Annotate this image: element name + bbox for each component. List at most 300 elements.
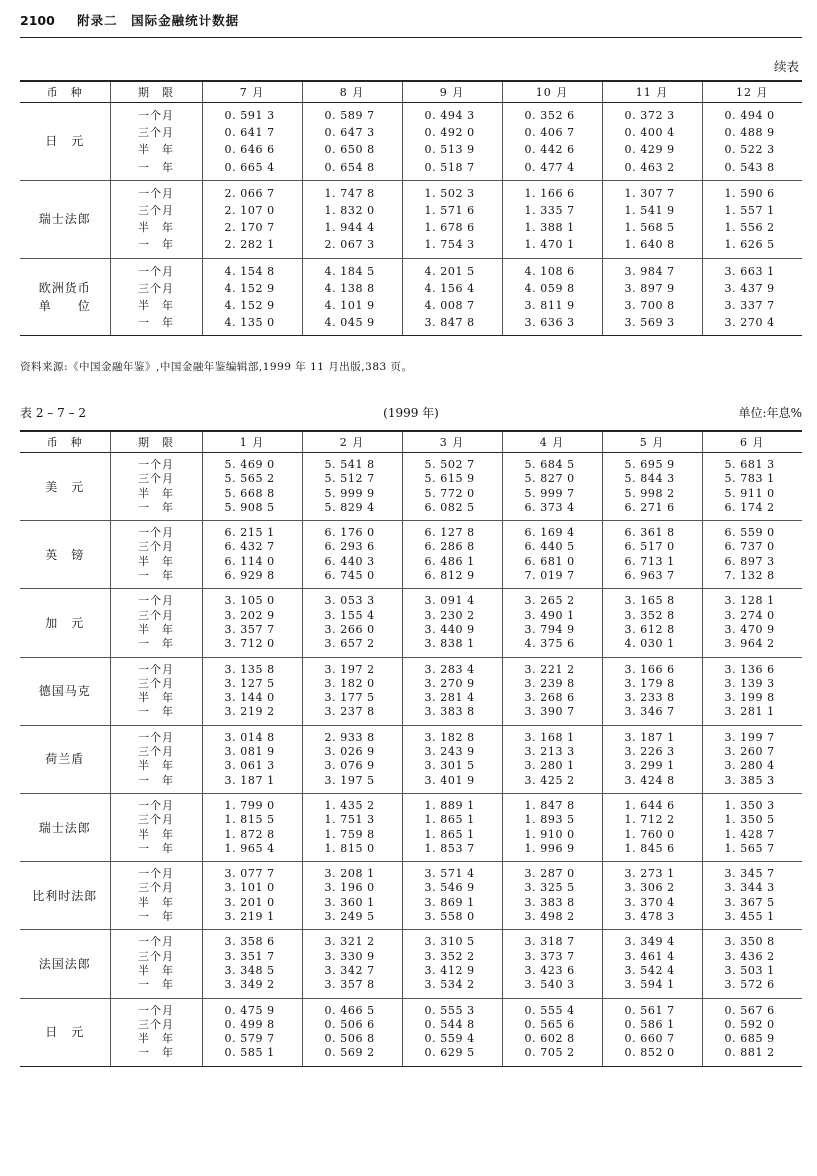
table-row: [20, 862, 802, 930]
rate-value: 6. 713 1: [624, 554, 675, 568]
rate-value: 3. 546 9: [424, 881, 475, 895]
rate-value: 1. 747 8: [324, 186, 375, 200]
period-cell: [110, 453, 202, 521]
rate-value: 1. 678 6: [424, 221, 475, 235]
rate-value: 6. 963 7: [624, 569, 675, 583]
rate-value: 3. 425 2: [524, 773, 575, 787]
rate-value: 0. 650 8: [324, 143, 375, 157]
rate-value: 0. 442 6: [524, 143, 575, 157]
rate-value: 3. 357 8: [324, 978, 375, 992]
rate-value: 3. 136 6: [724, 662, 775, 676]
rate-value: 3. 268 6: [524, 691, 575, 705]
continued-label: 续表: [773, 59, 799, 74]
rate-value: 3. 360 1: [324, 895, 375, 909]
rate-value: 6. 271 6: [624, 500, 675, 514]
value-cell: [602, 793, 702, 861]
table-row: [20, 725, 802, 793]
period-cell: [110, 180, 202, 258]
currency-cell: [20, 998, 110, 1066]
rate-value: 0. 488 9: [724, 126, 775, 140]
rate-value: 3. 636 3: [524, 316, 575, 330]
value-cell: [202, 725, 302, 793]
currency-name: 美 元: [45, 479, 85, 494]
value-cell: [602, 453, 702, 521]
column-header: 6 月: [702, 431, 802, 453]
period-label: 三个月: [138, 204, 174, 218]
value-cell: [702, 453, 802, 521]
rate-value: 3. 325 5: [524, 881, 575, 895]
period-label: 半 年: [138, 622, 174, 636]
rate-value: 0. 654 8: [324, 160, 375, 174]
rate-value: 6. 373 4: [524, 500, 575, 514]
period-label: 一个月: [138, 662, 174, 676]
rate-value: 3. 534 2: [424, 978, 475, 992]
rate-value: 3. 301 5: [424, 759, 475, 773]
column-header: 2 月: [302, 431, 402, 453]
value-cell: [502, 453, 602, 521]
rate-value: 1. 350 5: [724, 813, 775, 827]
rate-value: 1. 640 8: [624, 238, 675, 252]
rate-value: 3. 233 8: [624, 691, 675, 705]
rate-value: 5. 565 2: [224, 472, 275, 486]
rate-value: 3. 572 6: [724, 978, 775, 992]
rate-value: 0. 685 9: [724, 1032, 775, 1046]
rate-value: 3. 348 5: [224, 963, 275, 977]
rate-value: 1. 565 7: [724, 841, 775, 855]
rate-value: 3. 498 2: [524, 910, 575, 924]
rate-value: 5. 615 9: [424, 472, 475, 486]
rate-value: 0. 429 9: [624, 143, 675, 157]
currency-name: 日 元: [45, 134, 85, 149]
rate-value: 5. 908 5: [224, 500, 275, 514]
rate-value: 0. 555 3: [424, 1003, 475, 1017]
rate-value: 1. 644 6: [624, 798, 675, 812]
rate-value: 3. 226 3: [624, 745, 675, 759]
rate-value: 0. 586 1: [624, 1017, 675, 1031]
period-label: 半 年: [138, 486, 174, 500]
rate-value: 2. 066 7: [224, 186, 275, 200]
rate-value: 3. 351 7: [224, 949, 275, 963]
value-cell: [502, 521, 602, 589]
period-label: 一 年: [138, 316, 174, 330]
rate-value: 3. 280 4: [724, 759, 775, 773]
rate-value: 3. 424 8: [624, 773, 675, 787]
rate-value: 3. 594 1: [624, 978, 675, 992]
value-cell: [202, 998, 302, 1066]
period-label: 一个月: [138, 730, 174, 744]
rate-value: 3. 401 9: [424, 773, 475, 787]
rate-value: 6. 127 8: [424, 526, 475, 540]
rate-value: 2. 933 8: [324, 730, 375, 744]
rate-value: 1. 590 6: [724, 186, 775, 200]
rate-value: 1. 435 2: [324, 798, 375, 812]
rate-value: 6. 432 7: [224, 540, 275, 554]
rate-value: 3. 260 7: [724, 745, 775, 759]
rate-value: 3. 287 0: [524, 867, 575, 881]
currency-cell: [20, 453, 110, 521]
rate-value: 3. 352 8: [624, 608, 675, 622]
rate-value: 1. 759 8: [324, 827, 375, 841]
period-cell: [110, 103, 202, 181]
rate-value: 3. 478 3: [624, 910, 675, 924]
rate-value: 1. 568 5: [624, 221, 675, 235]
value-cell: [502, 998, 602, 1066]
rate-value: 0. 522 3: [724, 143, 775, 157]
period-label: 一 年: [138, 978, 174, 992]
rate-value: 3. 127 5: [224, 676, 275, 690]
rate-value: 1. 571 6: [424, 204, 475, 218]
rate-value: 0. 352 6: [524, 109, 575, 122]
rate-value: 3. 166 6: [624, 662, 675, 676]
rate-value: 3. 243 9: [424, 745, 475, 759]
rate-value: 6. 169 4: [524, 526, 575, 540]
column-header: 期 限: [110, 81, 202, 103]
value-cell: [502, 862, 602, 930]
rate-value: 3. 897 9: [624, 281, 675, 295]
rate-value: 3. 219 1: [224, 910, 275, 924]
rate-value: 1. 845 6: [624, 841, 675, 855]
rate-value: 4. 059 8: [524, 281, 575, 295]
value-cell: [402, 725, 502, 793]
rate-value: 1. 307 7: [624, 186, 675, 200]
value-cell: [702, 521, 802, 589]
rate-value: 1. 865 1: [424, 827, 475, 841]
column-header: 1 月: [202, 431, 302, 453]
rate-table-1999: [20, 430, 802, 1067]
value-cell: [702, 725, 802, 793]
rate-value: 0. 372 3: [624, 109, 675, 122]
rate-value: 3. 412 9: [424, 963, 475, 977]
table-row: [20, 930, 802, 998]
value-cell: [302, 258, 402, 336]
rate-value: 3. 663 1: [724, 264, 775, 278]
value-cell: [402, 589, 502, 657]
rate-value: 6. 176 0: [324, 526, 375, 540]
rate-value: 3. 440 9: [424, 622, 475, 636]
column-header: 4 月: [502, 431, 602, 453]
rate-value: 3. 270 4: [724, 316, 775, 330]
rate-value: 6. 440 3: [324, 554, 375, 568]
rate-value: 3. 076 9: [324, 759, 375, 773]
table-row: [20, 103, 802, 181]
table-number: 表 2 – 7 – 2: [20, 406, 86, 420]
rate-value: 4. 156 4: [424, 281, 475, 295]
rate-value: 3. 423 6: [524, 963, 575, 977]
rate-value: 3. 249 5: [324, 910, 375, 924]
rate-value: 3. 202 9: [224, 608, 275, 622]
table-row: [20, 657, 802, 725]
rate-value: 3. 390 7: [524, 705, 575, 719]
rate-value: 3. 657 2: [324, 637, 375, 651]
rate-value: 0. 881 2: [724, 1046, 775, 1060]
table-row: [20, 793, 802, 861]
period-label: 一个月: [138, 264, 174, 278]
rate-value: 0. 602 8: [524, 1032, 575, 1046]
rate-value: 0. 567 6: [724, 1003, 775, 1017]
period-label: 一 年: [138, 773, 174, 787]
rate-table-continued: [20, 80, 802, 336]
column-header: 期 限: [110, 431, 202, 453]
rate-value: 3. 490 1: [524, 608, 575, 622]
rate-value: 3. 139 3: [724, 676, 775, 690]
rate-value: 1. 944 4: [324, 221, 375, 235]
value-cell: [502, 103, 602, 181]
rate-value: 3. 230 2: [424, 608, 475, 622]
rate-value: 6. 114 0: [224, 554, 275, 568]
period-label: 三个月: [138, 813, 174, 827]
value-cell: [702, 862, 802, 930]
rate-value: 1. 910 0: [524, 827, 575, 841]
value-cell: [402, 180, 502, 258]
period-cell: [110, 657, 202, 725]
rate-value: 0. 646 6: [224, 143, 275, 157]
currency-name: 瑞士法郎: [38, 820, 91, 835]
rate-value: 1. 760 0: [624, 827, 675, 841]
table-row: [20, 180, 802, 258]
rate-value: 3. 219 2: [224, 705, 275, 719]
rate-value: 3. 571 4: [424, 867, 475, 881]
rate-value: 3. 385 3: [724, 773, 775, 787]
currency-cell: [20, 258, 110, 336]
period-label: 半 年: [138, 554, 174, 568]
rate-value: 3. 280 1: [524, 759, 575, 773]
value-cell: [202, 258, 302, 336]
page-title: 附录二 国际金融统计数据: [77, 13, 240, 28]
rate-value: 0. 506 6: [324, 1017, 375, 1031]
rate-value: 3. 373 7: [524, 949, 575, 963]
value-cell: [502, 793, 602, 861]
table-row: [20, 589, 802, 657]
rate-value: 6. 897 3: [724, 554, 775, 568]
period-label: 一个月: [138, 1003, 174, 1017]
rate-value: 0. 506 8: [324, 1032, 375, 1046]
value-cell: [302, 998, 402, 1066]
rate-value: 1. 996 9: [524, 841, 575, 855]
rate-value: 0. 629 5: [424, 1046, 475, 1060]
currency-name: 荷兰盾: [45, 752, 85, 767]
period-label: 一个月: [138, 186, 174, 200]
rate-value: 3. 077 7: [224, 867, 275, 881]
period-label: 三个月: [138, 949, 174, 963]
rate-value: 3. 281 4: [424, 691, 475, 705]
rate-value: 0. 494 3: [424, 109, 475, 122]
rate-value: 4. 101 9: [324, 299, 375, 313]
value-cell: [602, 930, 702, 998]
period-cell: [110, 725, 202, 793]
column-header: 5 月: [602, 431, 702, 453]
period-label: 半 年: [138, 827, 174, 841]
rate-value: 4. 152 9: [224, 299, 275, 313]
currency-cell: [20, 589, 110, 657]
rate-value: 0. 559 4: [424, 1032, 475, 1046]
rate-value: 3. 274 0: [724, 608, 775, 622]
table-header-row: [20, 431, 802, 453]
rate-value: 5. 844 3: [624, 472, 675, 486]
rate-value: 5. 999 9: [324, 486, 375, 500]
rate-value: 7. 132 8: [724, 569, 775, 583]
rate-value: 0. 561 7: [624, 1003, 675, 1017]
currency-name: 法国法郎: [38, 956, 91, 971]
rate-value: 3. 310 5: [424, 935, 475, 949]
value-cell: [402, 258, 502, 336]
period-label: 半 年: [138, 963, 174, 977]
rate-value: 1. 799 0: [224, 798, 275, 812]
currency-cell: [20, 725, 110, 793]
period-cell: [110, 793, 202, 861]
rate-value: 4. 201 5: [424, 264, 475, 278]
currency-name: 欧洲货币: [38, 281, 91, 296]
rate-value: 3. 026 9: [324, 745, 375, 759]
rate-value: 3. 383 8: [424, 705, 475, 719]
rate-value: 1. 815 5: [224, 813, 275, 827]
currency-name: 英 镑: [45, 547, 85, 562]
rate-value: 3. 306 2: [624, 881, 675, 895]
rate-value: 3. 700 8: [624, 299, 675, 313]
rate-value: 4. 045 9: [324, 316, 375, 330]
rate-value: 0. 569 2: [324, 1046, 375, 1060]
rate-value: 1. 556 2: [724, 221, 775, 235]
rate-value: 3. 318 7: [524, 935, 575, 949]
rate-value: 3. 612 8: [624, 622, 675, 636]
rate-value: 5. 469 0: [224, 458, 275, 471]
rate-value: 4. 152 9: [224, 281, 275, 295]
value-cell: [302, 521, 402, 589]
rate-value: 3. 321 2: [324, 935, 375, 949]
value-cell: [502, 930, 602, 998]
rate-value: 3. 794 9: [524, 622, 575, 636]
rate-value: 3. 283 4: [424, 662, 475, 676]
rate-value: 6. 559 0: [724, 526, 775, 540]
rate-value: 7. 019 7: [524, 569, 575, 583]
rate-value: 0. 463 2: [624, 160, 675, 174]
period-label: 一 年: [138, 705, 174, 719]
rate-value: 3. 213 3: [524, 745, 575, 759]
rate-value: 3. 128 1: [724, 594, 775, 608]
rate-value: 3. 349 4: [624, 935, 675, 949]
rate-value: 0. 647 3: [324, 126, 375, 140]
period-label: 三个月: [138, 540, 174, 554]
rate-value: 3. 196 0: [324, 881, 375, 895]
period-label: 三个月: [138, 608, 174, 622]
rate-value: 6. 681 0: [524, 554, 575, 568]
rate-value: 1. 832 0: [324, 204, 375, 218]
rate-value: 0. 555 4: [524, 1003, 575, 1017]
rate-value: 0. 494 0: [724, 109, 775, 122]
period-label: 一个月: [138, 867, 174, 881]
period-label: 一个月: [138, 526, 174, 540]
rate-value: 0. 475 9: [224, 1003, 275, 1017]
rate-value: 0. 513 9: [424, 143, 475, 157]
rate-value: 1. 428 7: [724, 827, 775, 841]
rate-value: 5. 502 7: [424, 458, 475, 471]
period-cell: [110, 930, 202, 998]
value-cell: [202, 589, 302, 657]
rate-value: 1. 541 9: [624, 204, 675, 218]
value-cell: [302, 453, 402, 521]
rate-value: 3. 081 9: [224, 745, 275, 759]
value-cell: [402, 521, 502, 589]
rate-value: 3. 237 8: [324, 705, 375, 719]
rate-value: 6. 929 8: [224, 569, 275, 583]
period-label: 三个月: [138, 745, 174, 759]
rate-value: 6. 286 8: [424, 540, 475, 554]
period-cell: [110, 998, 202, 1066]
period-cell: [110, 862, 202, 930]
value-cell: [502, 258, 602, 336]
period-label: 三个月: [138, 472, 174, 486]
rate-value: 5. 772 0: [424, 486, 475, 500]
rate-value: 6. 737 0: [724, 540, 775, 554]
rate-value: 2. 170 7: [224, 221, 275, 235]
rate-value: 4. 375 6: [524, 637, 575, 651]
rate-value: 5. 541 8: [324, 458, 375, 471]
page-header: [20, 11, 802, 29]
rate-value: 4. 108 6: [524, 264, 575, 278]
rate-value: 5. 827 0: [524, 472, 575, 486]
rate-value: 5. 681 3: [724, 458, 775, 471]
currency-cell: [20, 180, 110, 258]
rate-value: 5. 911 0: [724, 486, 775, 500]
page-number: 2100: [20, 13, 55, 28]
rate-value: 3. 165 8: [624, 594, 675, 608]
value-cell: [302, 103, 402, 181]
rate-value: 3. 349 2: [224, 978, 275, 992]
period-label: 半 年: [138, 1032, 174, 1046]
rate-value: 1. 889 1: [424, 798, 475, 812]
rate-value: 4. 184 5: [324, 264, 375, 278]
rate-value: 0. 852 0: [624, 1046, 675, 1060]
rate-value: 3. 455 1: [724, 910, 775, 924]
value-cell: [602, 258, 702, 336]
rate-value: 1. 388 1: [524, 221, 575, 235]
rate-value: 6. 486 1: [424, 554, 475, 568]
period-label: 一 年: [138, 569, 174, 583]
rate-value: 3. 270 9: [424, 676, 475, 690]
value-cell: [502, 725, 602, 793]
currency-cell: [20, 103, 110, 181]
period-label: 三个月: [138, 1017, 174, 1031]
value-cell: [602, 657, 702, 725]
value-cell: [202, 862, 302, 930]
rate-value: 0. 466 5: [324, 1003, 375, 1017]
rate-value: 1. 853 7: [424, 841, 475, 855]
rate-value: 0. 705 2: [524, 1046, 575, 1060]
rate-value: 3. 367 5: [724, 895, 775, 909]
rate-value: 3. 239 8: [524, 676, 575, 690]
rate-value: 0. 589 7: [324, 109, 375, 122]
rate-value: 3. 299 1: [624, 759, 675, 773]
rate-value: 5. 684 5: [524, 458, 575, 471]
rate-value: 3. 964 2: [724, 637, 775, 651]
rate-value: 1. 712 2: [624, 813, 675, 827]
rate-value: 6. 361 8: [624, 526, 675, 540]
period-label: 三个月: [138, 126, 174, 140]
rate-value: 4. 030 1: [624, 637, 675, 651]
column-header: 9 月: [402, 81, 502, 103]
rate-value: 3. 101 0: [224, 881, 275, 895]
rate-value: 0. 499 8: [224, 1017, 275, 1031]
rate-value: 3. 155 4: [324, 608, 375, 622]
period-label: 一 年: [138, 160, 174, 174]
rate-value: 3. 346 7: [624, 705, 675, 719]
column-header: 11 月: [602, 81, 702, 103]
value-cell: [702, 258, 802, 336]
currency-name: 比利时法郎: [32, 888, 98, 903]
value-cell: [602, 589, 702, 657]
rate-value: 3. 542 4: [624, 963, 675, 977]
rate-value: 0. 665 4: [224, 160, 275, 174]
rate-value: 3. 179 8: [624, 676, 675, 690]
